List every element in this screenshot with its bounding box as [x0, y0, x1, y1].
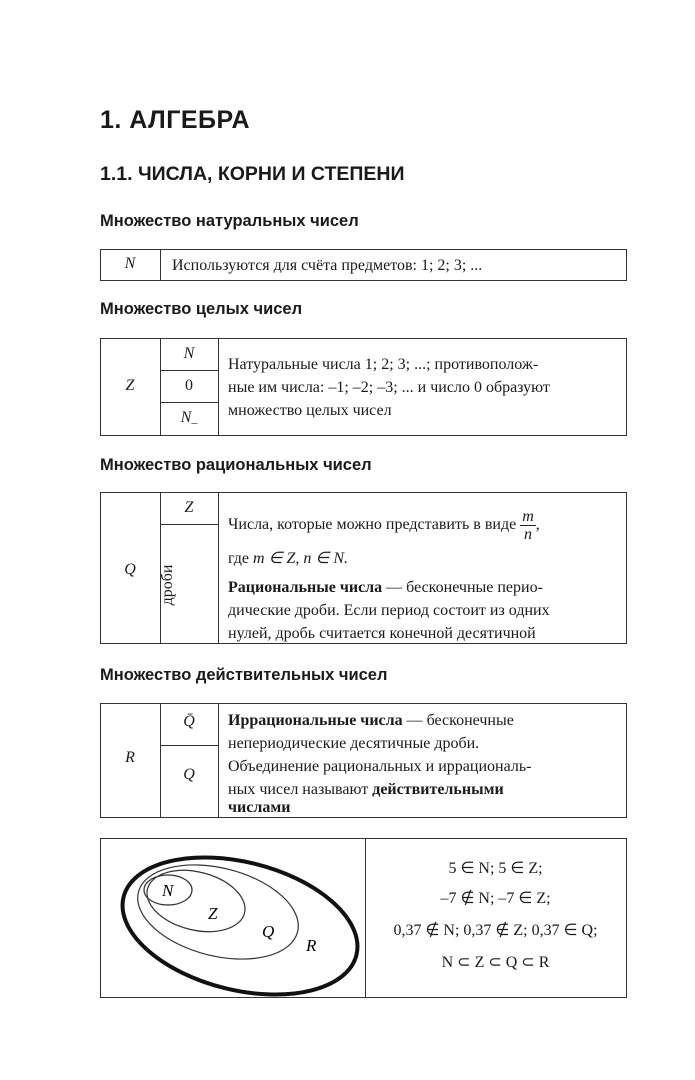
- label-r: R: [306, 936, 317, 955]
- rational-heading: Множество рациональных чисел: [100, 456, 372, 474]
- label-z: Z: [208, 904, 218, 923]
- integer-line-3: множество целых чисел: [228, 402, 392, 419]
- real-line-5: числами: [228, 799, 291, 816]
- relation-line-2: –7 ∉ N; –7 ∈ Z;: [440, 890, 551, 907]
- rational-def-line-3: нулей, дробь считается конечной десятичной: [228, 625, 536, 642]
- integer-heading: Множество целых чисел: [100, 300, 303, 318]
- relation-line-1: 5 ∈ N; 5 ∈ Z;: [448, 860, 543, 877]
- real-line-4: ных чисел называют действительными: [228, 781, 504, 798]
- real-heading: Множество действительных чисел: [100, 666, 388, 684]
- real-line-3: Объединение рациональных и иррациональ-: [228, 758, 532, 775]
- integer-part-n-minus: $N_-$: [180, 409, 198, 430]
- venn-diagram: [100, 838, 365, 998]
- natural-divider: [160, 249, 161, 281]
- real-symbol: R: [125, 749, 135, 766]
- integer-line-1: Натуральные числа 1; 2; 3; ...; противополож-: [228, 356, 539, 373]
- integer-part-n: N: [183, 345, 195, 362]
- set-r-ellipse: [108, 838, 365, 998]
- relation-line-3: 0,37 ∉ N; 0,37 ∉ Z; 0,37 ∈ Q;: [393, 922, 598, 939]
- rational-line-2: где m ∈ Z, n ∈ N.: [228, 550, 349, 567]
- rational-def-line-1: Рациональные числа — бесконечные перио-: [228, 579, 543, 596]
- label-n: N: [162, 881, 174, 900]
- rational-def-line-2: дические дроби. Если период состоит из одних: [228, 602, 550, 619]
- rational-line-1: Числа, которые можно представить в виде $\frac{m}{n}$ ,: [228, 508, 540, 543]
- real-line-1: Иррациональные числа — бесконечные: [228, 712, 514, 729]
- integer-part-zero: 0: [185, 377, 193, 394]
- natural-symbol: N: [124, 255, 136, 272]
- real-part-irrational: Q̄: [183, 713, 195, 730]
- label-q: Q: [262, 922, 275, 941]
- relation-line-4: N ⊂ Z ⊂ Q ⊂ R: [441, 954, 550, 971]
- fraction-m-over-n: $\frac{m}{n}$: [522, 508, 534, 543]
- real-part-rational: Q: [183, 766, 195, 783]
- chapter-title: 1. АЛГЕБРА: [100, 106, 251, 134]
- rational-part-z: Z: [184, 499, 194, 516]
- natural-heading: Множество натуральных чисел: [100, 212, 359, 230]
- integer-symbol: Z: [125, 377, 135, 394]
- natural-text: Используются для счёта предметов: 1; 2; 3; ...: [172, 257, 483, 274]
- integer-line-2: ные им числа: –1; –2; –3; ... и число 0 образуют: [228, 379, 550, 396]
- section-title: 1.1. ЧИСЛА, КОРНИ И СТЕПЕНИ: [100, 163, 405, 185]
- set-z-ellipse: [140, 861, 251, 941]
- rational-symbol: Q: [124, 561, 136, 578]
- real-line-2: непериодические десятичные дроби.: [228, 735, 480, 752]
